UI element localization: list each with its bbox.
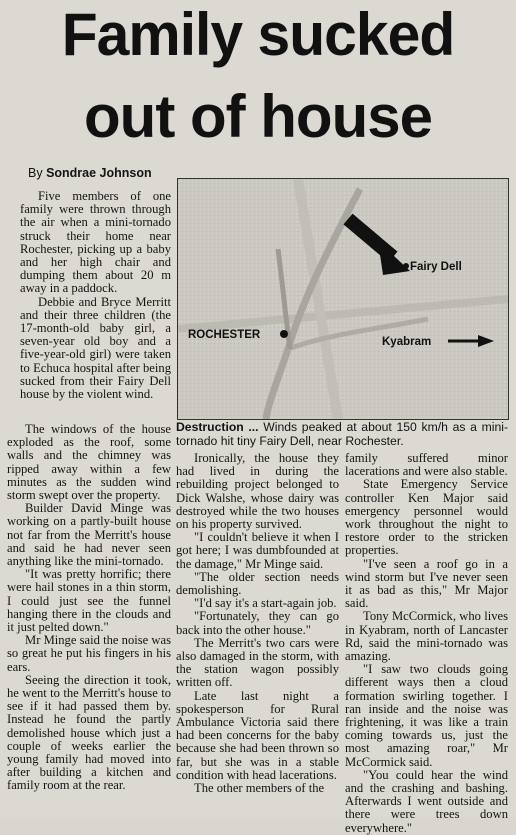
paragraph: Ironically, the house they had lived in during the rebuilding project belonged to Dick Walshe, whose dairy was destroyed while the two houses on his property survived. bbox=[176, 451, 339, 532]
paragraph: Mr Minge said the noise was so great he put his fingers in his ears. bbox=[7, 633, 171, 674]
photo-caption bbox=[176, 420, 508, 448]
paragraph: family suffered minor lacerations and were also stable. bbox=[345, 451, 508, 479]
label-rochester: ROCHESTER bbox=[188, 329, 261, 341]
paragraph: Debbie and Bryce Merritt and their three children (the 17-month-old baby girl, a seven-year old boy and a five-year-old girl) were taken to Echuca hospital after being sucked from their Fairy Dell house by the violent wind. bbox=[20, 294, 171, 402]
aerial-photo-image bbox=[178, 179, 508, 419]
paragraph: Tony McCormick, who lives in Kyabram, north of Lancaster Rd, said the mini-tornado was amazing. bbox=[345, 609, 508, 664]
byline bbox=[28, 166, 152, 180]
paragraph: "I couldn't believe it when I got here; I was dumbfounded at the damage," Mr Minge said. bbox=[176, 530, 339, 571]
label-fairy-dell: Fairy Dell bbox=[410, 261, 462, 273]
article-column-1-top bbox=[20, 190, 171, 401]
paragraph: Seeing the direction it took, he went to the Merritt's house to see if it had passed them by. Instead he found the partly demolished house which just a couple of weeks earlier the young family had moved into after building a kitchen and family room at the rear. bbox=[7, 672, 171, 793]
paragraph: Late last night a spokesperson for Rural Ambulance Victoria said there had been concerns for the baby because she had been thrown so far, but she was in a stable condition with head lacerations. bbox=[176, 688, 339, 782]
headline-line-2: out of house bbox=[84, 83, 432, 150]
caption-lead: Destruction ... bbox=[176, 420, 259, 434]
article-column-1-bottom bbox=[7, 423, 171, 793]
paragraph: "It was pretty horrific; there were hail stones in a thin storm, I could just see the funnel hanging there in the clouds and it just pelted down." bbox=[7, 567, 171, 635]
paragraph: Five members of one family were thrown through the air when a mini-tornado struck their home near Rochester, picking up a baby and her high chair and dumping them about 20 m away in a paddock. bbox=[20, 189, 171, 296]
paragraph: "The older section needs demolishing. bbox=[176, 569, 339, 598]
aerial-photo bbox=[177, 178, 509, 420]
paragraph: "I'd say it's a start-again job. bbox=[194, 596, 337, 611]
paragraph: Builder David Minge was working on a partly-built house not far from the Merritt's house and said he had never seen anything like the mini-tornado. bbox=[7, 501, 171, 569]
paragraph: "I saw two clouds going different ways then a cloud formation swirling together. I ran inside and the noise was frightening, it was like a train coming towards us, just the most amazing roar," Mr McCormick said. bbox=[345, 662, 508, 769]
article-column-3 bbox=[345, 452, 508, 835]
paragraph: The Merritt's two cars were also damaged in the storm, with the station wagon possibly written off. bbox=[176, 635, 339, 690]
paragraph: State Emergency Service controller Ken Major said emergency personnel would work throughout the night to restore order to the stricken properties. bbox=[345, 477, 508, 558]
paragraph: "I've seen a roof go in a wind storm but I've never seen it as bad as this," Mr Major said. bbox=[345, 556, 508, 611]
paragraph: The windows of the house exploded as the roof, some walls and the chimney was ripped away within a few minutes as the sudden wind storm swept over the property. bbox=[7, 422, 171, 503]
label-kyabram: Kyabram bbox=[382, 336, 432, 348]
byline-prefix: By bbox=[28, 166, 47, 180]
byline-author: Sondrae Johnson bbox=[46, 166, 152, 180]
article-column-2 bbox=[176, 452, 339, 795]
paragraph: "Fortunately, they can go back into the other house." bbox=[176, 609, 339, 637]
headline-line-1: Family sucked bbox=[61, 1, 455, 68]
paragraph: "You could hear the wind and the crashing and bashing. Afterwards I went outside and there were trees down everywhere." bbox=[345, 767, 508, 835]
caption-text: Winds peaked at about 150 km/h as a mini-tornado hit tiny Fairy Dell, near Rochester. bbox=[176, 420, 509, 448]
paragraph: The other members of the bbox=[194, 781, 325, 796]
